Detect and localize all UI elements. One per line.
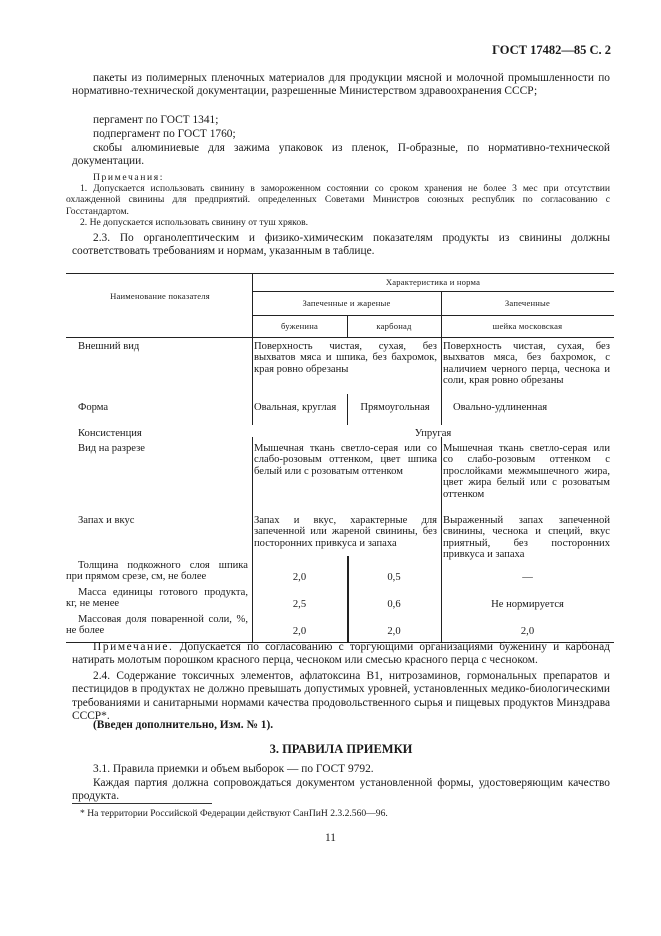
row-label-salt: Массовая доля поваренной соли, %, не более	[66, 614, 248, 637]
cell-salt-buzhenina: 2,0	[292, 626, 307, 637]
row-label-appearance: Внешний вид	[78, 341, 140, 352]
table-note	[72, 641, 610, 668]
pergament-item: пергамент по ГОСТ 1341;	[93, 114, 219, 126]
header-group-baked-fried: Запеченные и жареные	[302, 298, 391, 308]
row-label-cut-view: Вид на разрезе	[78, 443, 145, 454]
row-label-smell-taste: Запах и вкус	[78, 515, 135, 526]
cell-salt-karbonad: 2,0	[387, 626, 401, 637]
header-name: Наименование показателя	[110, 291, 210, 301]
table-note-title: Примечание.	[93, 641, 174, 653]
cell-shape-karbonad: Прямоугольная	[360, 402, 430, 413]
cell-shape-sheika: Овально-удлиненная	[453, 402, 548, 413]
podpergament-item: подпергамент по ГОСТ 1760;	[93, 128, 236, 140]
cell-unit-mass-karbonad: 0,6	[387, 599, 401, 610]
document-code: ГОСТ 17482—85 С. 2	[492, 43, 611, 57]
cell-appearance-buzhenina-karbonad: Поверхность чистая, сухая, без выхватов мяса и шпика, без бахромок, края ровно обрезаны	[254, 341, 437, 375]
footnote: * На территории Российской Федерации действуют СанПиН 2.3.2.560—96.	[80, 808, 388, 819]
row-label-consistency: Консистенция	[78, 428, 142, 439]
cell-salt-sheika: 2,0	[520, 626, 535, 637]
cell-smell-taste-buzhenina-karbonad: Запах и вкус, характерные для запеченной или жареной свинины, без посторонних привкуса и запаха	[254, 515, 437, 549]
section-3-title: 3. ПРАВИЛА ПРИЕМКИ	[269, 742, 413, 756]
amendment-note: (Введен дополнительно, Изм. № 1).	[93, 719, 274, 731]
cell-consistency-all: Упругая	[414, 428, 452, 439]
header-characteristic: Характеристика и норма	[385, 277, 481, 287]
cell-cut-view-sheika: Мышечная ткань светло-серая или со слабо-розовым оттенком с прослойками межмышечного жира, цвет жира белый или с розоватым оттенком	[443, 443, 610, 500]
header-sheika: шейка московская	[492, 321, 563, 331]
section-2-3: 2.3. По органолептическим и физико-химическим показателям продукты из свинины должны соответствовать требованиям и нормам, указанным в таблице.	[72, 232, 610, 258]
cell-appearance-sheika: Поверхность чистая, сухая, без выхватов мяса, без бахромок, с наличием черного перца, чеснока и соли, края ровно обрезаны	[443, 341, 610, 387]
section-3-1: 3.1. Правила приемки и объем выборок — по ГОСТ 9792.	[93, 763, 374, 775]
cell-smell-taste-sheika: Выраженный запах запеченной свинины, чеснока и специй, вкус приятный, без посторонних привкуса и запаха	[443, 515, 610, 561]
cell-shape-buzhenina: Овальная, круглая	[254, 402, 337, 413]
note-2: 2. Не допускается использовать свинину от туш хряков.	[80, 217, 309, 228]
cell-fat-thickness-karbonad: 0,5	[387, 572, 401, 583]
cell-fat-thickness-buzhenina: 2,0	[292, 572, 307, 583]
row-label-unit-mass: Масса единицы готового продукта, кг, не менее	[66, 587, 248, 610]
section-2-4: 2.4. Содержание токсичных элементов, афлатоксина B1, нитрозаминов, гормональных препаратов и пестицидов в продуктах не должно превышать допустимых уровней, установленных медико-биологическими требованиями и санитарными нормами качества продовольственного сырья и пищевых продуктов Минздрава СССР*.	[72, 670, 610, 722]
header-buzhenina: буженина	[280, 321, 319, 331]
cell-unit-mass-sheika: Не нормируется	[491, 599, 564, 610]
row-label-fat-thickness: Толщина подкожного слоя шпика при прямом срезе, см, не более	[66, 560, 248, 583]
footnote-rule	[72, 803, 212, 804]
header-group-baked: Запеченные	[504, 298, 551, 308]
packaging-paragraph: пакеты из полимерных пленочных материалов для продукции мясной и молочной промышленности по нормативно-технической документации, разрешенные Министерством здравоохранения СССР;	[72, 72, 610, 98]
batch-document-paragraph: Каждая партия должна сопровождаться документом установленной формы, удостоверяющим качество продукта.	[72, 777, 610, 803]
notes-title: Примечания:	[93, 172, 164, 183]
note-1: 1. Допускается использовать свинину в замороженном состоянии со сроком хранения не более 3 мес при отсутствии охлажденной свинины для предприятий. определенных Советами Министров союзных республик по согласованию с Госстандартом.	[66, 183, 610, 217]
header-karbonad: карбонад	[376, 321, 412, 331]
cell-cut-view-buzhenina-karbonad: Мышечная ткань светло-серая или со слабо-розовым оттенком, цвет шпика белый или с розоватым оттенком	[254, 443, 437, 477]
skoby-item: скобы алюминиевые для зажима упаковок из пленок, П-образные, по нормативно-технической документации.	[72, 142, 610, 168]
row-label-shape: Форма	[78, 402, 109, 413]
cell-fat-thickness-sheika: —	[522, 572, 533, 583]
page-number: 11	[325, 832, 336, 844]
cell-unit-mass-buzhenina: 2,5	[292, 599, 307, 610]
table-note-text: Допускается по согласованию с торгующими организациями буженину и карбонад натирать молотым порошком красного перца, чесноком или смесью красного перца с чесноком.	[72, 641, 610, 667]
